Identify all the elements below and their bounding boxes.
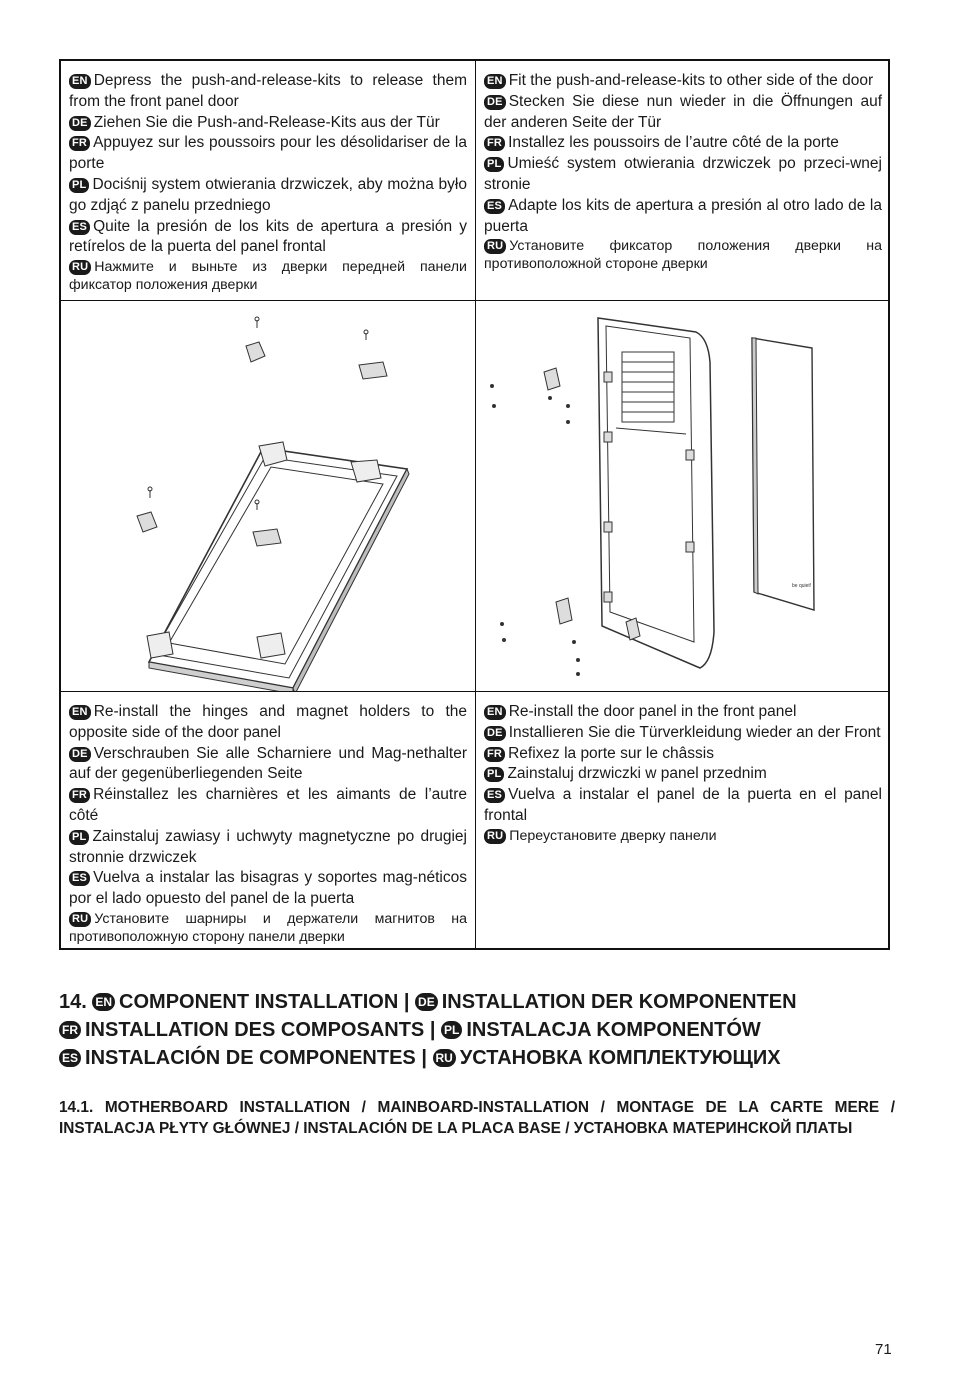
instruction-text: Установите фиксатор положения дверки на противоположной стороне дверки (484, 238, 882, 273)
instruction-fr (484, 744, 882, 765)
screw-icon (255, 500, 259, 510)
instruction-de (484, 92, 882, 134)
lang-badge-es: ES (484, 788, 505, 803)
instruction-text: Quite la presión de los kits de apertura a presión y retírelos de la puerta del panel frontal (69, 217, 467, 256)
instruction-ru (484, 237, 882, 273)
lang-badge-de: DE (69, 116, 91, 131)
lang-badge-es: ES (484, 199, 505, 214)
lang-badge-en: EN (69, 74, 91, 89)
lang-badge-pl: PL (441, 1021, 462, 1039)
subsection-title: 14.1. MOTHERBOARD INSTALLATION / MAINBOARD-INSTALLATION / MONTAGE DE LA CARTE MERE / INSTALACJA PŁYTY GŁÓWNEJ / INSTALACIÓN DE LA PLACA BASE / УСТАНОВКА МАТЕРИНСКОЙ ПЛАТЫ (59, 1099, 895, 1137)
instruction-fr (484, 133, 882, 154)
instruction-en (69, 702, 467, 744)
instruction-pl (484, 764, 882, 785)
instruction-text: Vuelva a instalar el panel de la puerta en el panel frontal (484, 786, 882, 824)
section-heading (59, 988, 899, 1072)
instruction-de (484, 723, 882, 744)
screw-icon (148, 487, 152, 498)
section-title-de: INSTALLATION DER KOMPONENTEN (441, 991, 797, 1013)
lang-badge-fr: FR (59, 1021, 81, 1039)
instruction-text: Verschrauben Sie alle Scharniere und Mag-nethalter auf der gegenüberliegenden Seite (69, 744, 467, 783)
section-heading-line (59, 988, 899, 1016)
section-title-en: COMPONENT INSTALLATION (119, 991, 399, 1013)
lang-badge-ru: RU (433, 1049, 456, 1067)
step-reinstall-hinges (61, 692, 475, 950)
instruction-es (484, 785, 882, 827)
screw-icon (364, 330, 368, 340)
step-fit-push-release-kits (476, 61, 890, 300)
instruction-en (484, 702, 882, 723)
instruction-en (69, 71, 467, 113)
lang-badge-pl: PL (484, 157, 504, 172)
section-number: 14. (59, 991, 87, 1013)
lang-badge-fr: FR (69, 136, 90, 151)
section-heading-line (59, 1044, 899, 1072)
lang-badge-de: DE (484, 726, 506, 741)
lang-badge-pl: PL (69, 830, 89, 845)
lang-badge-ru: RU (484, 239, 506, 254)
instruction-ru (69, 258, 467, 294)
lang-badge-en: EN (69, 705, 91, 720)
lang-badge-ru: RU (69, 260, 91, 275)
instruction-text: Dociśnij system otwierania drzwiczek, aby można było go zdjąć z panelu przedniego (69, 175, 467, 214)
lang-badge-es: ES (69, 220, 90, 235)
instruction-ru (484, 827, 882, 845)
instruction-text: Re-install the hinges and magnet holders to the opposite side of the door panel (69, 703, 467, 741)
instruction-es (484, 196, 882, 238)
section-title-ru: УСТАНОВКА КОМПЛЕКТУЮЩИХ (459, 1047, 781, 1069)
lang-badge-ru: RU (484, 829, 506, 844)
lang-badge-fr: FR (484, 136, 505, 151)
lang-badge-en: EN (484, 74, 506, 89)
brand-logo-text: be quiet! (792, 583, 812, 589)
instruction-text: Installieren Sie die Türverkleidung wieder an der Front (508, 723, 881, 741)
step-remove-push-release-kits (61, 61, 475, 300)
instruction-text: Ziehen Sie die Push-and-Release-Kits aus der Tür (93, 113, 440, 131)
lang-badge-es: ES (69, 871, 90, 886)
instruction-pl (69, 175, 467, 217)
instruction-de (69, 113, 467, 134)
instruction-es (69, 217, 467, 259)
step-reinstall-door-panel (476, 692, 890, 950)
instruction-pl (484, 154, 882, 196)
table-row-divider (61, 300, 888, 301)
lang-badge-de: DE (484, 95, 506, 110)
instruction-text: Установите шарниры и держатели магнитов на противоположную сторону панели дверки (69, 910, 467, 945)
instruction-table (59, 59, 890, 950)
separator: | (403, 991, 410, 1013)
instruction-ru (69, 910, 467, 946)
lang-badge-fr: FR (69, 788, 90, 803)
lang-badge-de: DE (69, 747, 91, 762)
separator: | (421, 1047, 427, 1069)
instruction-text: Переустановите дверку панели (509, 827, 717, 844)
instruction-text: Stecken Sie diese nun wieder in die Öffnungen auf der anderen Seite der Tür (484, 92, 882, 131)
section-title-es: INSTALACIÓN DE COMPONENTES (85, 1047, 416, 1069)
instruction-text: Нажмите и выньте из дверки передней панели фиксатор положения дверки (69, 259, 467, 294)
lang-badge-pl: PL (69, 178, 89, 193)
instruction-fr (69, 785, 467, 827)
instruction-text: Réinstallez les charnières et les aimants de l’autre côté (69, 786, 467, 824)
instruction-text: Depress the push-and-release-kits to release them from the front panel door (69, 72, 467, 110)
front-panel-door-illustration (476, 302, 890, 691)
lang-badge-pl: PL (484, 767, 504, 782)
instruction-es (69, 868, 467, 910)
instruction-text: Installez les poussoirs de l’autre côté de la porte (508, 134, 839, 152)
lang-badge-de: DE (415, 993, 438, 1011)
instruction-pl (69, 827, 467, 869)
section-heading-line (59, 1016, 899, 1044)
instruction-text: Zainstaluj drzwiczki w panel przednim (507, 765, 767, 783)
instruction-text: Vuelva a instalar las bisagras y soportes mag-néticos por el lado opuesto del panel de la puerta (69, 869, 467, 908)
lang-badge-es: ES (59, 1049, 81, 1067)
lang-badge-ru: RU (69, 912, 91, 927)
instruction-text: Appuyez sur les poussoirs pour les désolidariser de la porte (69, 134, 467, 173)
instruction-fr (69, 133, 467, 175)
instruction-text: Re-install the door panel in the front panel (508, 703, 797, 720)
instruction-text: Zainstaluj zawiasy i uchwyty magnetyczne po drugiej stronnie drzwiczek (69, 827, 467, 866)
screw-icon (255, 317, 259, 328)
lang-badge-fr: FR (484, 747, 505, 762)
door-panel-hinge-illustration (61, 302, 475, 691)
section-title-pl: INSTALACJA KOMPONENTÓW (466, 1019, 761, 1041)
instruction-de (69, 744, 467, 786)
separator: | (429, 1019, 436, 1041)
instruction-text: Adapte los kits de apertura a presión al otro lado de la puerta (484, 196, 882, 235)
instruction-text: Fit the push-and-release-kits to other side of the door (508, 72, 874, 89)
page-number: 71 (875, 1341, 892, 1358)
lang-badge-en: EN (484, 705, 506, 720)
section-title-fr: INSTALLATION DES COMPOSANTS (85, 1019, 425, 1041)
instruction-en (484, 71, 882, 92)
instruction-text: Refixez la porte sur le châssis (508, 744, 714, 762)
instruction-text: Umieść system otwierania drzwiczek po przeci-wnej stronie (484, 155, 882, 193)
lang-badge-en: EN (92, 993, 115, 1011)
